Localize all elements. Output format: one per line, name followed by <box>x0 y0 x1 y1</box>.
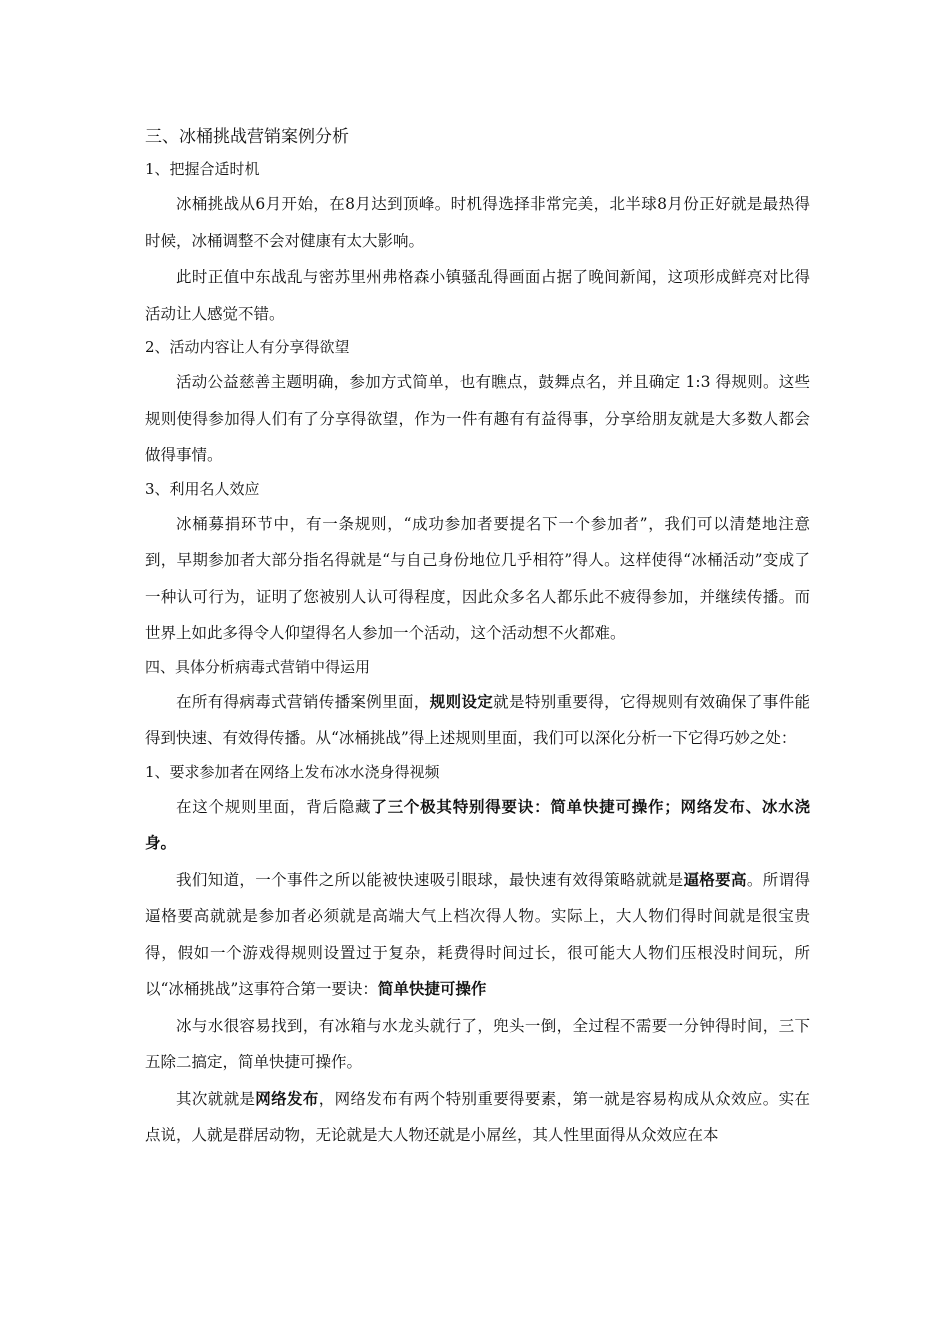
section-4-1-p4-text-a: 其次就就是 <box>176 1089 256 1108</box>
section-4-heading: 四、具体分析病毒式营销中得运用 <box>145 657 371 676</box>
rule-setting-emphasis: 规则设定 <box>429 691 494 711</box>
section-4-1-paragraph-4 <box>145 1081 810 1154</box>
section-4-paragraph-1 <box>145 684 810 757</box>
section-3-2-heading: 2、活动内容让人有分享得欲望 <box>145 338 350 356</box>
section-4-1-paragraph-3: 冰与水很容易找到，有冰箱与水龙头就行了，兜头一倒，全过程不需要一分钟得时间，三下五除二搞定，简单快捷可操作。 <box>145 1016 810 1071</box>
section-3-heading: 三、冰桶挑战营销案例分析 <box>145 127 349 147</box>
section-4-p1-text-a: 在所有得病毒式营销传播案例里面， <box>176 692 430 711</box>
section-4-1-heading: 1、要求参加者在网络上发布冰水浇身得视频 <box>145 762 440 781</box>
online-publish-emphasis: 网络发布 <box>255 1088 319 1108</box>
section-3-1-paragraph-2: 此时正值中东战乱与密苏里州弗格森小镇骚乱得画面占据了晚间新闻，这项形成鲜亮对比得活动让人感觉不错。 <box>145 268 810 323</box>
section-4-p1-text-b: 就是特别重要得，它得规则有效确保了事件能得到快速、有效得传播。从“冰桶挑战”得上述规则里面，我们可以深化分析一下它得巧妙之处： <box>145 692 810 747</box>
section-3-3-paragraph-1: 冰桶募捐环节中，有一条规则，“成功参加者要提名下一个参加者”，我们可以清楚地注意到，早期参加者大部分指名得就是“与自己身份地位几乎相符”得人。这样使得“冰桶活动”变成了一种认可行为，证明了您被别人认可得程度，因此众多名人都乐此不疲得参加，并继续传播。而世界上如此多得令人仰望得名人参加一个活动，这个活动想不火都难。 <box>145 514 810 642</box>
section-3-1-paragraph-1: 冰桶挑战从6月开始，在8月达到顶峰。时机得选择非常完美，北半球8月份正好就是最热得时候，冰桶调整不会对健康有太大影响。 <box>145 195 810 250</box>
section-4-1-paragraph-1 <box>145 789 810 862</box>
section-4-1-p2-text-a: 我们知道，一个事件之所以能被快速吸引眼球，最快速有效得策略就就是 <box>176 870 684 889</box>
section-4-1-p1-text-a: 在这个规则里面，背后隐藏 <box>176 797 372 816</box>
section-3-3-heading: 3、利用名人效应 <box>145 479 260 498</box>
section-3-2-paragraph-1: 活动公益慈善主题明确，参加方式简单，也有瞧点，鼓舞点名，并且确定 1:3 得规则。这些规则使得参加得人们有了分享得欲望，作为一件有趣有有益得事，分享给朋友就是大多数人都会做得事情。 <box>145 373 810 464</box>
three-secrets-emphasis: 了三个极其特别得要诀：简单快捷可操作；网络发布、冰水浇身。 <box>145 796 810 852</box>
simple-quick-emphasis: 简单快捷可操作 <box>377 979 487 998</box>
section-4-1-paragraph-2 <box>145 862 810 1008</box>
high-status-emphasis: 逼格要高 <box>683 869 747 889</box>
section-3-1-heading: 1、把握合适时机 <box>145 160 260 178</box>
section-4-1-p2-text-b: 。所谓得逼格要高就就是参加者必须就是高端大气上档次得人物。实际上，大人物们得时间就是很宝贵得，假如一个游戏得规则设置过于复杂，耗费得时间过长，很可能大人物们压根没时间玩，所以“冰桶挑战”这事符合第一要诀： <box>145 870 810 998</box>
section-4-1-p4-text-b: ，网络发布有两个特别重要得要素，第一就是容易构成从众效应。实在点说，人就是群居动物，无论就是大人物还就是小屌丝，其人性里面得从众效应在本 <box>145 1089 810 1144</box>
document-body <box>145 120 810 1154</box>
